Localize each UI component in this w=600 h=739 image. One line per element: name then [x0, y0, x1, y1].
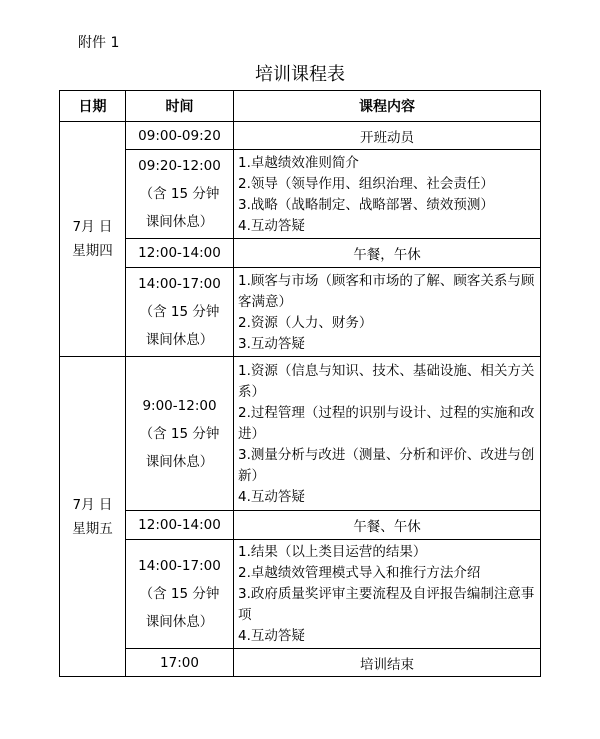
content-line: 4.互动答疑: [238, 217, 305, 234]
content-line: 1.卓越绩效准则简介: [238, 154, 359, 171]
time-cell: 12:00-14:00: [126, 511, 234, 540]
content-cell: [234, 150, 541, 239]
content-line: 3.战略（战略制定、战略部署、绩效预测）: [238, 196, 494, 213]
content-cell: 午餐，午休: [234, 239, 541, 268]
content-line: 1.顾客与市场（顾客和市场的了解、顾客关系与顾客满意）: [238, 272, 535, 310]
time-cell: 9:00-12:00 （含 15 分钟 课间休息）: [126, 357, 234, 511]
table-row: [60, 239, 541, 268]
content-line: 2.领导（领导作用、组织治理、社会责任）: [238, 175, 494, 192]
weekday-text: 星期五: [72, 520, 113, 537]
header-time: 时间: [126, 91, 234, 122]
content-cell: [234, 268, 541, 357]
content-line: 4.互动答疑: [238, 488, 305, 505]
date-text: 7月 日: [72, 496, 113, 513]
time-cell: 09:20-12:00 （含 15 分钟 课间休息）: [126, 150, 234, 239]
content-line: 3.政府质量奖评审主要流程及自评报告编制注意事项: [238, 586, 535, 623]
table-row: [60, 150, 541, 239]
time-cell: 17:00: [126, 649, 234, 677]
content-cell: [234, 357, 541, 511]
attachment-label: 附件 1: [78, 35, 120, 51]
time-cell: 14:00-17:00 （含 15 分钟 课间休息）: [126, 540, 234, 649]
content-line: 1.结果（以上类目运营的结果）: [238, 544, 427, 560]
weekday-text: 星期四: [72, 243, 113, 259]
content-line: 1.资源（信息与知识、技术、基础设施、相关方关系）: [238, 362, 535, 400]
schedule-table: [59, 90, 541, 677]
content-line: 2.卓越绩效管理模式导入和推行方法介绍: [238, 565, 481, 581]
content-cell: [234, 540, 541, 649]
date-cell-day2: [60, 357, 126, 677]
time-cell: 12:00-14:00: [126, 239, 234, 268]
content-line: 4.互动答疑: [238, 628, 305, 644]
page-title: 培训课程表: [255, 64, 345, 85]
date-text: 7月 日: [72, 219, 113, 235]
content-cell: 午餐、午休: [234, 511, 541, 540]
date-cell-day1: [60, 122, 126, 357]
header-content: 课程内容: [234, 91, 541, 122]
table-row: [60, 357, 541, 511]
table-row: [60, 649, 541, 677]
table-row: [60, 122, 541, 150]
table-row: [60, 268, 541, 357]
content-cell: 开班动员: [234, 122, 541, 150]
header-row: [60, 91, 541, 122]
table-row: [60, 511, 541, 540]
time-cell: 14:00-17:00 （含 15 分钟 课间休息）: [126, 268, 234, 357]
content-line: 2.资源（人力、财务）: [238, 314, 373, 331]
header-date: 日期: [60, 91, 126, 122]
time-cell: 09:00-09:20: [126, 122, 234, 150]
content-cell: 培训结束: [234, 649, 541, 677]
table-row: [60, 540, 541, 649]
content-line: 3.互动答疑: [238, 335, 305, 352]
content-line: 3.测量分析与改进（测量、分析和评价、改进与创新）: [238, 446, 535, 484]
content-line: 2.过程管理（过程的识别与设计、过程的实施和改进）: [238, 404, 535, 442]
